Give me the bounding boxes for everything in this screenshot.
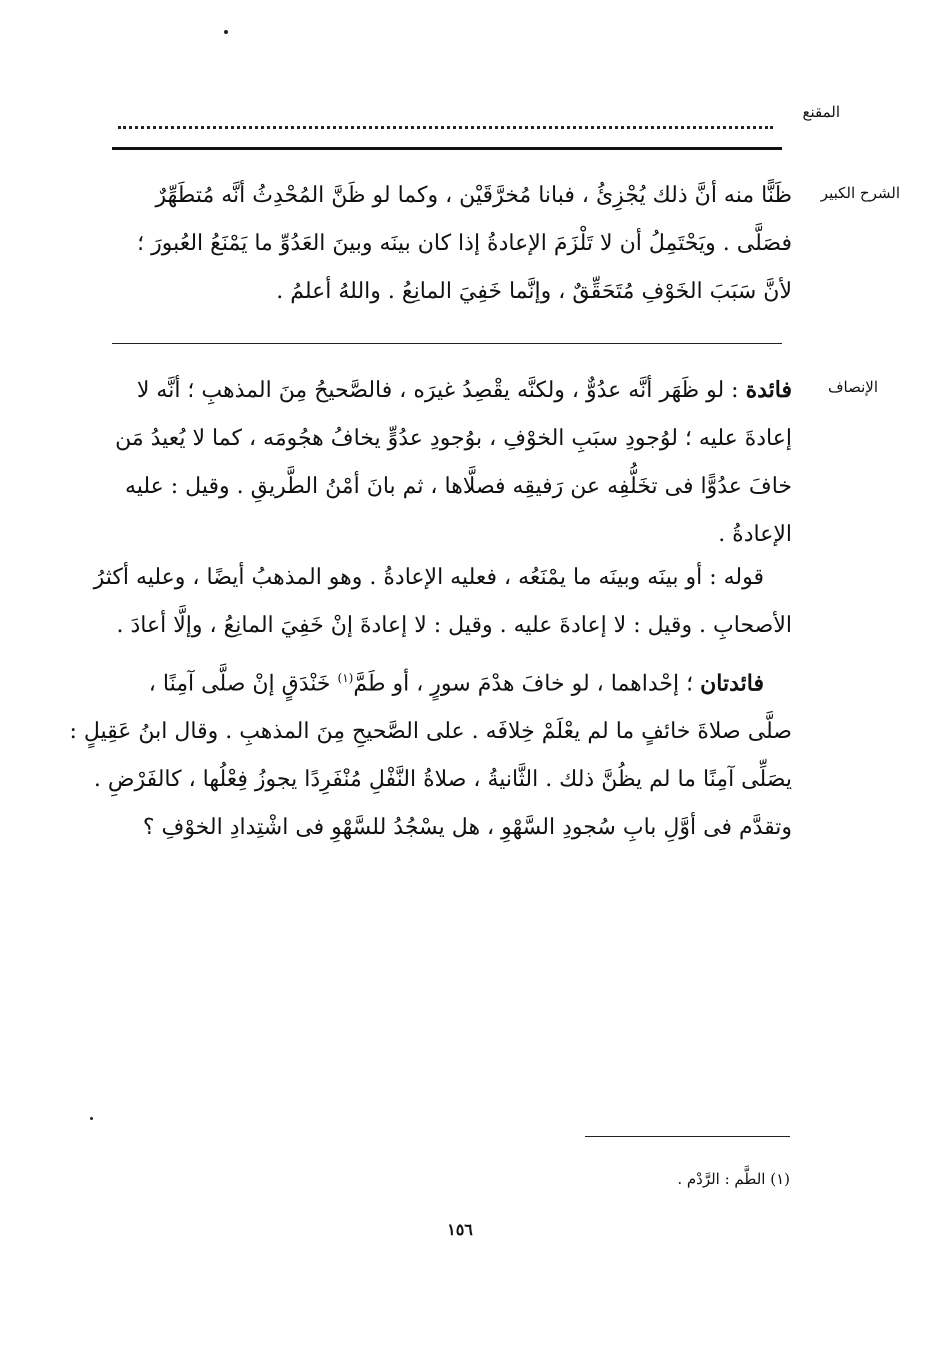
footnote-rule — [585, 1136, 790, 1137]
header-dotted-leader — [118, 112, 773, 129]
sharh-line: لأنَّ سَبَبَ الخَوْفِ مُتَحَقِّقٌ ، وإنَّما خَفِيَ المانِعُ . واللهُ أعلمُ . — [276, 279, 792, 304]
insaf-line: صلَّى صلاةَ خائفٍ ما لم يعْلَمْ خِلافَه . على الصَّحيحِ مِنَ المذهبِ . وقال ابنُ عَقِيلٍ : — [69, 719, 792, 745]
footnote: (١) الطَّم : الرَّدْم . — [677, 1170, 790, 1188]
faida-heading: فائدة — [745, 377, 792, 403]
sharh-text-block — [112, 172, 792, 316]
insaf-line: خافَ عدُوًّا فى تخَلُّفِه عن رَفيقِه فصلَّاها ، ثم بانَ أمْنُ الطَّريقِ . وقيل : عليه — [124, 474, 792, 499]
insaf-line-text: ؛ إحْداهما ، لو خافَ هدْمَ سورٍ ، أو طَمَّ — [353, 671, 701, 697]
footnote-marker: (١) — [337, 671, 354, 685]
faidatan-heading: فائدتان — [700, 670, 764, 697]
header-rule — [112, 147, 782, 150]
insaf-section-label: الإنصاف — [827, 378, 878, 396]
running-title: المقنع — [802, 103, 840, 121]
insaf-line-text: : لو ظَهَر أنَّه عدُوٌّ ، ولكنَّه يقْصِدُ غيرَه ، فالصَّحيحُ مِنَ المذهبِ ؛ أنَّه لا — [136, 378, 746, 403]
insaf-paragraph-2 — [93, 554, 792, 650]
insaf-line: الأصحابِ . وقيل : لا إعادةَ عليه . وقيل : لا إعادةَ إنْ خَفِيَ المانِعُ ، وإلَّا أعادَ . — [116, 613, 792, 638]
insaf-line-text: خَنْدَقٍ إنْ صلَّى آمِنًا ، — [148, 671, 338, 697]
scan-speck — [224, 30, 228, 34]
insaf-line: قوله : أو بينَه وبينَه ما يمْنَعُه ، فعليه الإعادةُ . وهو المذهبُ أيضًا ، وعليه أكثرُ — [93, 565, 764, 590]
insaf-line: إعادةَ عليه ؛ لوُجودِ سبَبِ الخوْفِ ، بوُجودِ عدُوٍّ يخافُ هجُومَه ، كما لا يُعيدُ مَن — [115, 426, 792, 451]
sharh-line: فصَلَّى . ويَحْتَمِلُ أن لا تَلْزَمَ الإعادةُ إذا كان بينَه وبينَ العَدُوِّ ما يَمْنَعُ العُبورَ ؛ — [137, 231, 792, 256]
insaf-line — [112, 366, 792, 415]
sharh-section-label: الشرح الكبير — [820, 184, 900, 202]
insaf-line: وتقدَّم فى أوَّلِ بابِ سُجودِ السَّهْوِ ، هل يسْجُدُ للسَّهْوِ فى اشْتِدادِ الخوْفِ ؟ — [142, 815, 792, 841]
insaf-paragraph-1 — [112, 366, 792, 559]
insaf-paragraph-3 — [69, 654, 792, 852]
section-divider — [112, 343, 782, 344]
page-number: ١٥٦ — [447, 1220, 473, 1239]
insaf-line: يصَلِّى آمِنًا ما لم يظُنَّ ذلك . الثَّانيةُ ، صلاةُ النَّفْلِ مُنْفَرِدًا يجوزُ فِعْلُها ، كالفَرْضِ . — [93, 767, 792, 793]
scan-speck — [90, 1117, 93, 1120]
sharh-line: ظَنًّا منه أنَّ ذلك يُجْزِئُ ، فبانا مُخرَّقَيْن ، وكما لو ظَنَّ المُحْدِثُ أنَّه مُتطَهِّرٌ — [155, 183, 792, 208]
insaf-line — [112, 654, 792, 708]
insaf-line: الإعادةُ . — [718, 522, 792, 547]
